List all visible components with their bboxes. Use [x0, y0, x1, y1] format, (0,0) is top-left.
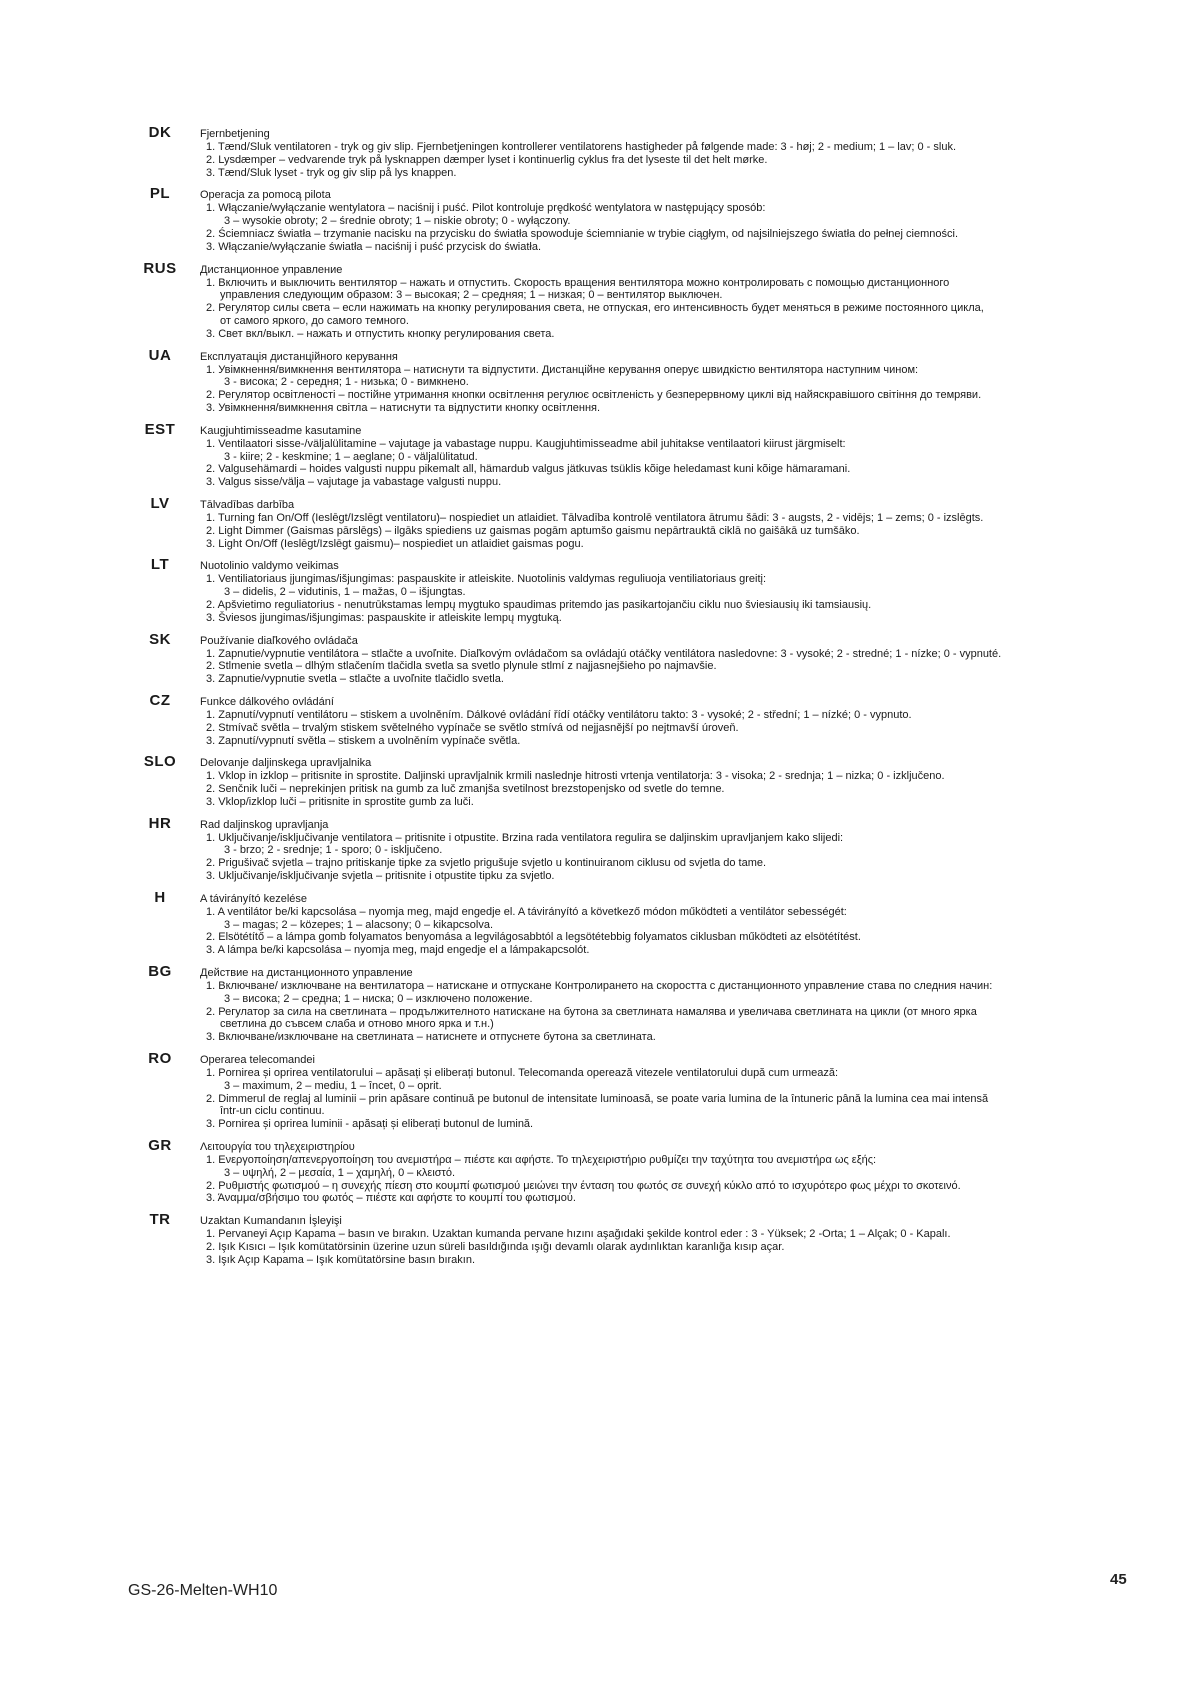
instruction-line: 2. Valgusehämardi – hoides valgusti nuppu pikemalt all, hämardub valgus jätkuvas tsüklis kõige heledamast kuni kõige hämaramani. [206, 463, 851, 476]
instruction-line: 1. Увімкнення/вимкнення вентилятора – натиснути та відпустити. Дистанційне керування оперує швидкістю вентилятора наступним чином: [206, 363, 919, 376]
language-section [140, 691, 1150, 747]
instruction-line: 2. Ρυθμιστής φωτισμού – η συνεχής πίεση στο κουμπί φωτισμού μειώνει την ένταση του φωτός σε συνεχή κύκλο από το ισχυρότερο φως μέχρι το σκοτεινό. [206, 1179, 961, 1192]
instruction-line: 3. A lámpa be/ki kapcsolása – nyomja meg, majd engedje el a lámpakapcsolót. [206, 944, 590, 957]
instruction-line: 1. Zapnutí/vypnutí ventilátoru – stiskem a uvolněním. Dálkové ovládání řídí otáčky ventilátoru takto: 3 - vysoké; 2 - střední; 1 – nízké; 0 - vypnuto. [206, 708, 912, 721]
language-code: HR [148, 814, 172, 832]
instruction-line: 2. Işık Kısıcı – Işık komütatörsinin üzerine uzun süreli basıldığında ışığı devamlı olarak aydınlıktan karanlığa kısıp açar. [206, 1241, 785, 1254]
instruction-line: управления следующим образом: 3 – высокая; 2 – средняя; 1 – низкая; 0 – вентилятор выключен. [220, 289, 723, 302]
language-code: EST [144, 420, 176, 438]
language-section [140, 1211, 1150, 1266]
instruction-line: 3. Vklop/izklop luči – pritisnite in sprostite gumb za luči. [206, 795, 474, 808]
instruction-line: 1. Pornirea și oprirea ventilatorului – apăsați și eliberați butonul. Telecomanda operează vitezele ventilatorului după cum urmează: [206, 1067, 839, 1080]
language-section [140, 888, 1150, 957]
instruction-line: 1. Включване/ изключване на вентилатора – натискане и отпускане Контролирането на скоростта с дистанционното управление става по следния начин: [206, 980, 993, 993]
instruction-line: 3. Valgus sisse/välja – vajutage ja vabastage valgusti nuppu. [206, 476, 502, 489]
section-title: Používanie diaľkového ovládača [200, 634, 358, 647]
language-code: BG [148, 963, 172, 981]
instruction-line: 3. Включване/изключване на светлината – натиснете и отпуснете бутона за светлината. [206, 1031, 656, 1044]
language-code: H [154, 888, 166, 906]
section-title: Λειτουργία του τηλεχειριστηρίου [200, 1141, 355, 1154]
instruction-line: 2. Регулятор освітленості – постійне утримання кнопки освітлення регулює освітленість у безперервному циклі від найяскравішого світіння до темряви. [206, 389, 982, 402]
instruction-line: 2. Senčnik luči – neprekinjen pritisk na gumb za luč zmanjša svetilnost brezstopenjsko od svetle do temne. [206, 783, 725, 796]
language-section [140, 1050, 1150, 1131]
instruction-line: 3 - brzo; 2 - srednje; 1 - sporo; 0 - isključeno. [224, 844, 443, 857]
instruction-line: într-un ciclu continuu. [220, 1105, 325, 1118]
language-sections [140, 124, 1150, 1277]
language-section [140, 494, 1150, 550]
instruction-line: 2. Prigušivač svjetla – trajno pritiskanje tipke za svjetlo prigušuje svjetlo u kontinuiranom ciklusu od svjetla do tame. [206, 857, 767, 870]
instruction-line: 2. Lysdæmper – vedvarende tryk på lysknappen dæmper lyset i kontinuerlig cyklus fra det lyseste til det helt mørke. [206, 153, 768, 166]
instruction-line: 3. Tænd/Sluk lyset - tryk og giv slip på lys knappen. [206, 166, 457, 179]
instruction-line: 1. Включить и выключить вентилятор – нажать и отпустить. Скорость вращения вентилятора можно контролировать с помощью дистанционного [206, 276, 950, 289]
language-code: RO [148, 1050, 172, 1068]
instruction-line: 3. Zapnutie/vypnutie svetla – stlačte a uvoľnite tlačidlo svetla. [206, 673, 504, 686]
instruction-line: 1. Ventiliatoriaus įjungimas/išjungimas: paspauskite ir atleiskite. Nuotolinis valdymas reguliuoja ventiliatoriaus greitį: [206, 573, 767, 586]
section-title: Действие на дистанционното управление [200, 967, 413, 980]
language-code: DK [148, 124, 172, 141]
instruction-line: 3. Άναμμα/σβήσιμο του φωτός – πιέστε και αφήστε το κουμπί του φωτισμού. [206, 1192, 576, 1205]
language-code: SK [149, 630, 171, 648]
page-number: 45 [1110, 1571, 1127, 1588]
instruction-line: 3. Zapnutí/vypnutí světla – stiskem a uvolněním vypínače světla. [206, 734, 521, 747]
section-title: Fjernbetjening [200, 128, 270, 140]
instruction-line: 2. Регулятор силы света – если нажимать на кнопку регулирования света, не отпуская, его интенсивность будет меняться в режиме постоянного цикла, [206, 302, 984, 315]
language-section [140, 963, 1150, 1044]
instruction-line: 1. Tænd/Sluk ventilatoren - tryk og giv slip. Fjernbetjeningen kontrollerer ventilatorens hastigheder på følgende made: 3 - høj; 2 - medium; 1 – lav; 0 - sluk. [206, 141, 957, 153]
instruction-line: 1. Vklop in izklop – pritisnite in sprostite. Daljinski upravljalnik krmili naslednje hitrosti vrtenja ventilatorja: 3 - visoka; 2 - srednja; 1 – nizka; 0 - izključeno. [206, 770, 945, 783]
instruction-line: 3. Увімкнення/вимкнення світла – натиснути та відпустити кнопку освітлення. [206, 401, 601, 414]
language-section [140, 814, 1150, 883]
language-code: SLO [143, 753, 177, 771]
instruction-line: 3 – υψηλή, 2 – μεσαία, 1 – χαμηλή, 0 – κλειστό. [224, 1166, 456, 1179]
language-code: TR [149, 1211, 171, 1229]
instruction-line: 2. Elsötétítő – a lámpa gomb folyamatos benyomása a legvilágosabbtól a legsötétebbig folyamatos ciklusban működteti az elsötétítést. [206, 931, 861, 944]
instruction-line: 1. Ventilaatori sisse-/väljalülitamine – vajutage ja vabastage nuppu. Kaugjuhtimisseadme abil juhitakse ventilaatori kiirust järgmiselt: [206, 437, 846, 450]
instruction-line: 1. Pervaneyi Açıp Kapama – basın ve bırakın. Uzaktan kumanda pervane hızını aşağıdaki şekilde kontrol eder : 3 - Yüksek; 2 -Orta; 1 – Alçak; 0 - Kapalı. [206, 1228, 951, 1241]
instruction-line: 3. Šviesos įjungimas/išjungimas: paspauskite ir atleiskite lempų mygtuką. [206, 611, 562, 624]
instruction-line: 3 - kiire; 2 - keskmine; 1 – aeglane; 0 - väljalülitatud. [224, 450, 478, 463]
language-code: LV [150, 494, 170, 512]
instruction-line: 3. Uključivanje/isključivanje svjetla – pritisnite i otpustite tipku za svjetlo. [206, 870, 555, 883]
section-title: A távirányító kezelése [200, 892, 308, 905]
instruction-line: 3 – висока; 2 – средна; 1 – ниска; 0 – изключено положение. [224, 992, 533, 1005]
language-section [140, 124, 1150, 179]
instruction-line: 1. Uključivanje/isključivanje ventilatora – pritisnite i otpustite. Brzina rada ventilatora regulira se daljinskim upravljanjem kako slijedi: [206, 831, 844, 844]
section-title: Funkce dálkového ovládání [200, 695, 334, 708]
language-code: PL [149, 185, 171, 203]
language-code: LT [150, 556, 170, 574]
language-section [140, 420, 1150, 489]
section-title: Operarea telecomandei [200, 1054, 315, 1067]
language-section [140, 1137, 1150, 1205]
language-code: CZ [149, 691, 171, 709]
instruction-line: 2. Stlmenie svetla – dlhým stlačením tlačidla svetla sa svetlo plynule stlmí z najjasnejšieho po najmavšie. [206, 660, 717, 673]
instruction-line: 3 – didelis, 2 – vidutinis, 1 – mažas, 0 – išjungtas. [224, 586, 466, 599]
language-section [140, 259, 1150, 341]
instruction-line: 2. Регулатор за сила на светлината – продължителното натискане на бутона за светлината намалява и увеличава светлината на цикли (от много ярка [206, 1005, 977, 1018]
instruction-line: 3 - висока; 2 - середня; 1 - низька; 0 - вимкнено. [224, 376, 469, 389]
footer-model-name: GS-26-Melten-WH10 [128, 1582, 278, 1599]
section-title: Tālvadības darbība [200, 498, 295, 511]
instruction-line: светлина до съвсем слаба и отново много ярка и т.н.) [220, 1018, 494, 1031]
language-code: GR [148, 1137, 172, 1155]
instruction-line: 1. Zapnutie/vypnutie ventilátora – stlačte a uvoľnite. Diaľkovým ovládačom sa ovládajú otáčky ventilátora nasledovne: 3 - vysoké; 2 - stredné; 1 - nízke; 0 - vypnuté. [206, 647, 1002, 660]
section-title: Rad daljinskog upravljanja [200, 818, 329, 831]
section-title: Nuotolinio valdymo veikimas [200, 560, 339, 573]
section-title: Kaugjuhtimisseadme kasutamine [200, 424, 362, 437]
instruction-line: 3. Pornirea și oprirea luminii - apăsați și eliberați butonul de lumină. [206, 1118, 534, 1131]
language-section [140, 185, 1150, 253]
instruction-line: 3. Włączanie/wyłączanie światła – naciśnij i puść przycisk do światła. [206, 240, 542, 253]
language-section [140, 630, 1150, 686]
section-title: Delovanje daljinskega upravljalnika [200, 757, 372, 770]
language-code: RUS [143, 259, 177, 277]
instruction-line: 3. Işık Açıp Kapama – Işık komütatörsine basın bırakın. [206, 1253, 476, 1266]
instruction-line: 1. Turning fan On/Off (Ieslēgt/Izslēgt ventilatoru)– nospiediet un atlaidiet. Tālvadība kontrolē ventilatora ātrumu šādi: 3 - augsts, 2 - vidējs; 1 – zems; 0 - izslēgts. [206, 511, 984, 524]
instruction-line: 3 – wysokie obroty; 2 – średnie obroty; 1 – niskie obroty; 0 - wyłączony. [224, 215, 571, 228]
instruction-line: 2. Ściemniacz światła – trzymanie nacisku na przycisku do światła spowoduje ściemnianie w trybie ciągłym, od najsilniejszego światła do pełnej ciemności. [206, 227, 959, 240]
section-title: Експлуатація дистанційного керування [200, 350, 398, 363]
section-title: Operacja za pomocą pilota [200, 189, 331, 202]
language-section [140, 346, 1150, 415]
section-title: Дистанционное управление [200, 263, 343, 276]
instruction-line: от самого яркого, до самого темного. [220, 314, 409, 327]
instruction-line: 1. Ενεργοποίηση/απενεργοποίηση του ανεμιστήρα – πιέστε και αφήστε. Το τηλεχειριστήριο ρυθμίζει την ταχύτητα του ανεμιστήρα ως εξής: [206, 1154, 877, 1167]
instruction-line: 1. A ventilátor be/ki kapcsolása – nyomja meg, majd engedje el. A távirányító a következő módon működteti a ventilátor sebességét: [206, 905, 847, 918]
instruction-line: 2. Stmívač světla – trvalým stiskem světelného vypínače se světlo stmívá od nejjasnější po nejtmavší úroveň. [206, 721, 739, 734]
instruction-line: 3 – magas; 2 – közepes; 1 – alacsony; 0 – kikapcsolva. [224, 918, 494, 931]
language-section [140, 556, 1150, 624]
instruction-line: 3. Свет вкл/выкл. – нажать и отпустить кнопку регулирования света. [206, 327, 555, 340]
instruction-line: 2. Dimmerul de reglaj al luminii – prin apăsare continuă pe butonul de intensitate luminoasă, se poate varia lumina de la întuneric până la lumina cea mai intensă [206, 1092, 989, 1105]
language-section [140, 753, 1150, 808]
language-code: UA [148, 346, 172, 364]
section-title: Uzaktan Kumandanın İşleyişi [200, 1215, 342, 1228]
instruction-line: 2. Apšvietimo reguliatorius - nenutrūkstamas lempų mygtuko spaudimas pritemdo jas pasikartojančiu ciklu nuo šviesiausių iki tamsiausių. [206, 598, 872, 611]
instruction-line: 3 – maximum, 2 – mediu, 1 – încet, 0 – oprit. [224, 1079, 442, 1092]
instruction-line: 1. Włączanie/wyłączanie wentylatora – naciśnij i puść. Pilot kontroluje prędkość wentylatora w następujący sposób: [206, 202, 766, 215]
instruction-line: 3. Light On/Off (Ieslēgt/Izslēgt gaismu)– nospiediet un atlaidiet gaismas pogu. [206, 537, 584, 550]
instruction-line: 2. Light Dimmer (Gaismas pārslēgs) – ilgāks spiediens uz gaismas pogām aptumšo gaismu nepārtrauktā ciklā no gaišākā uz tumšāko. [206, 524, 860, 537]
